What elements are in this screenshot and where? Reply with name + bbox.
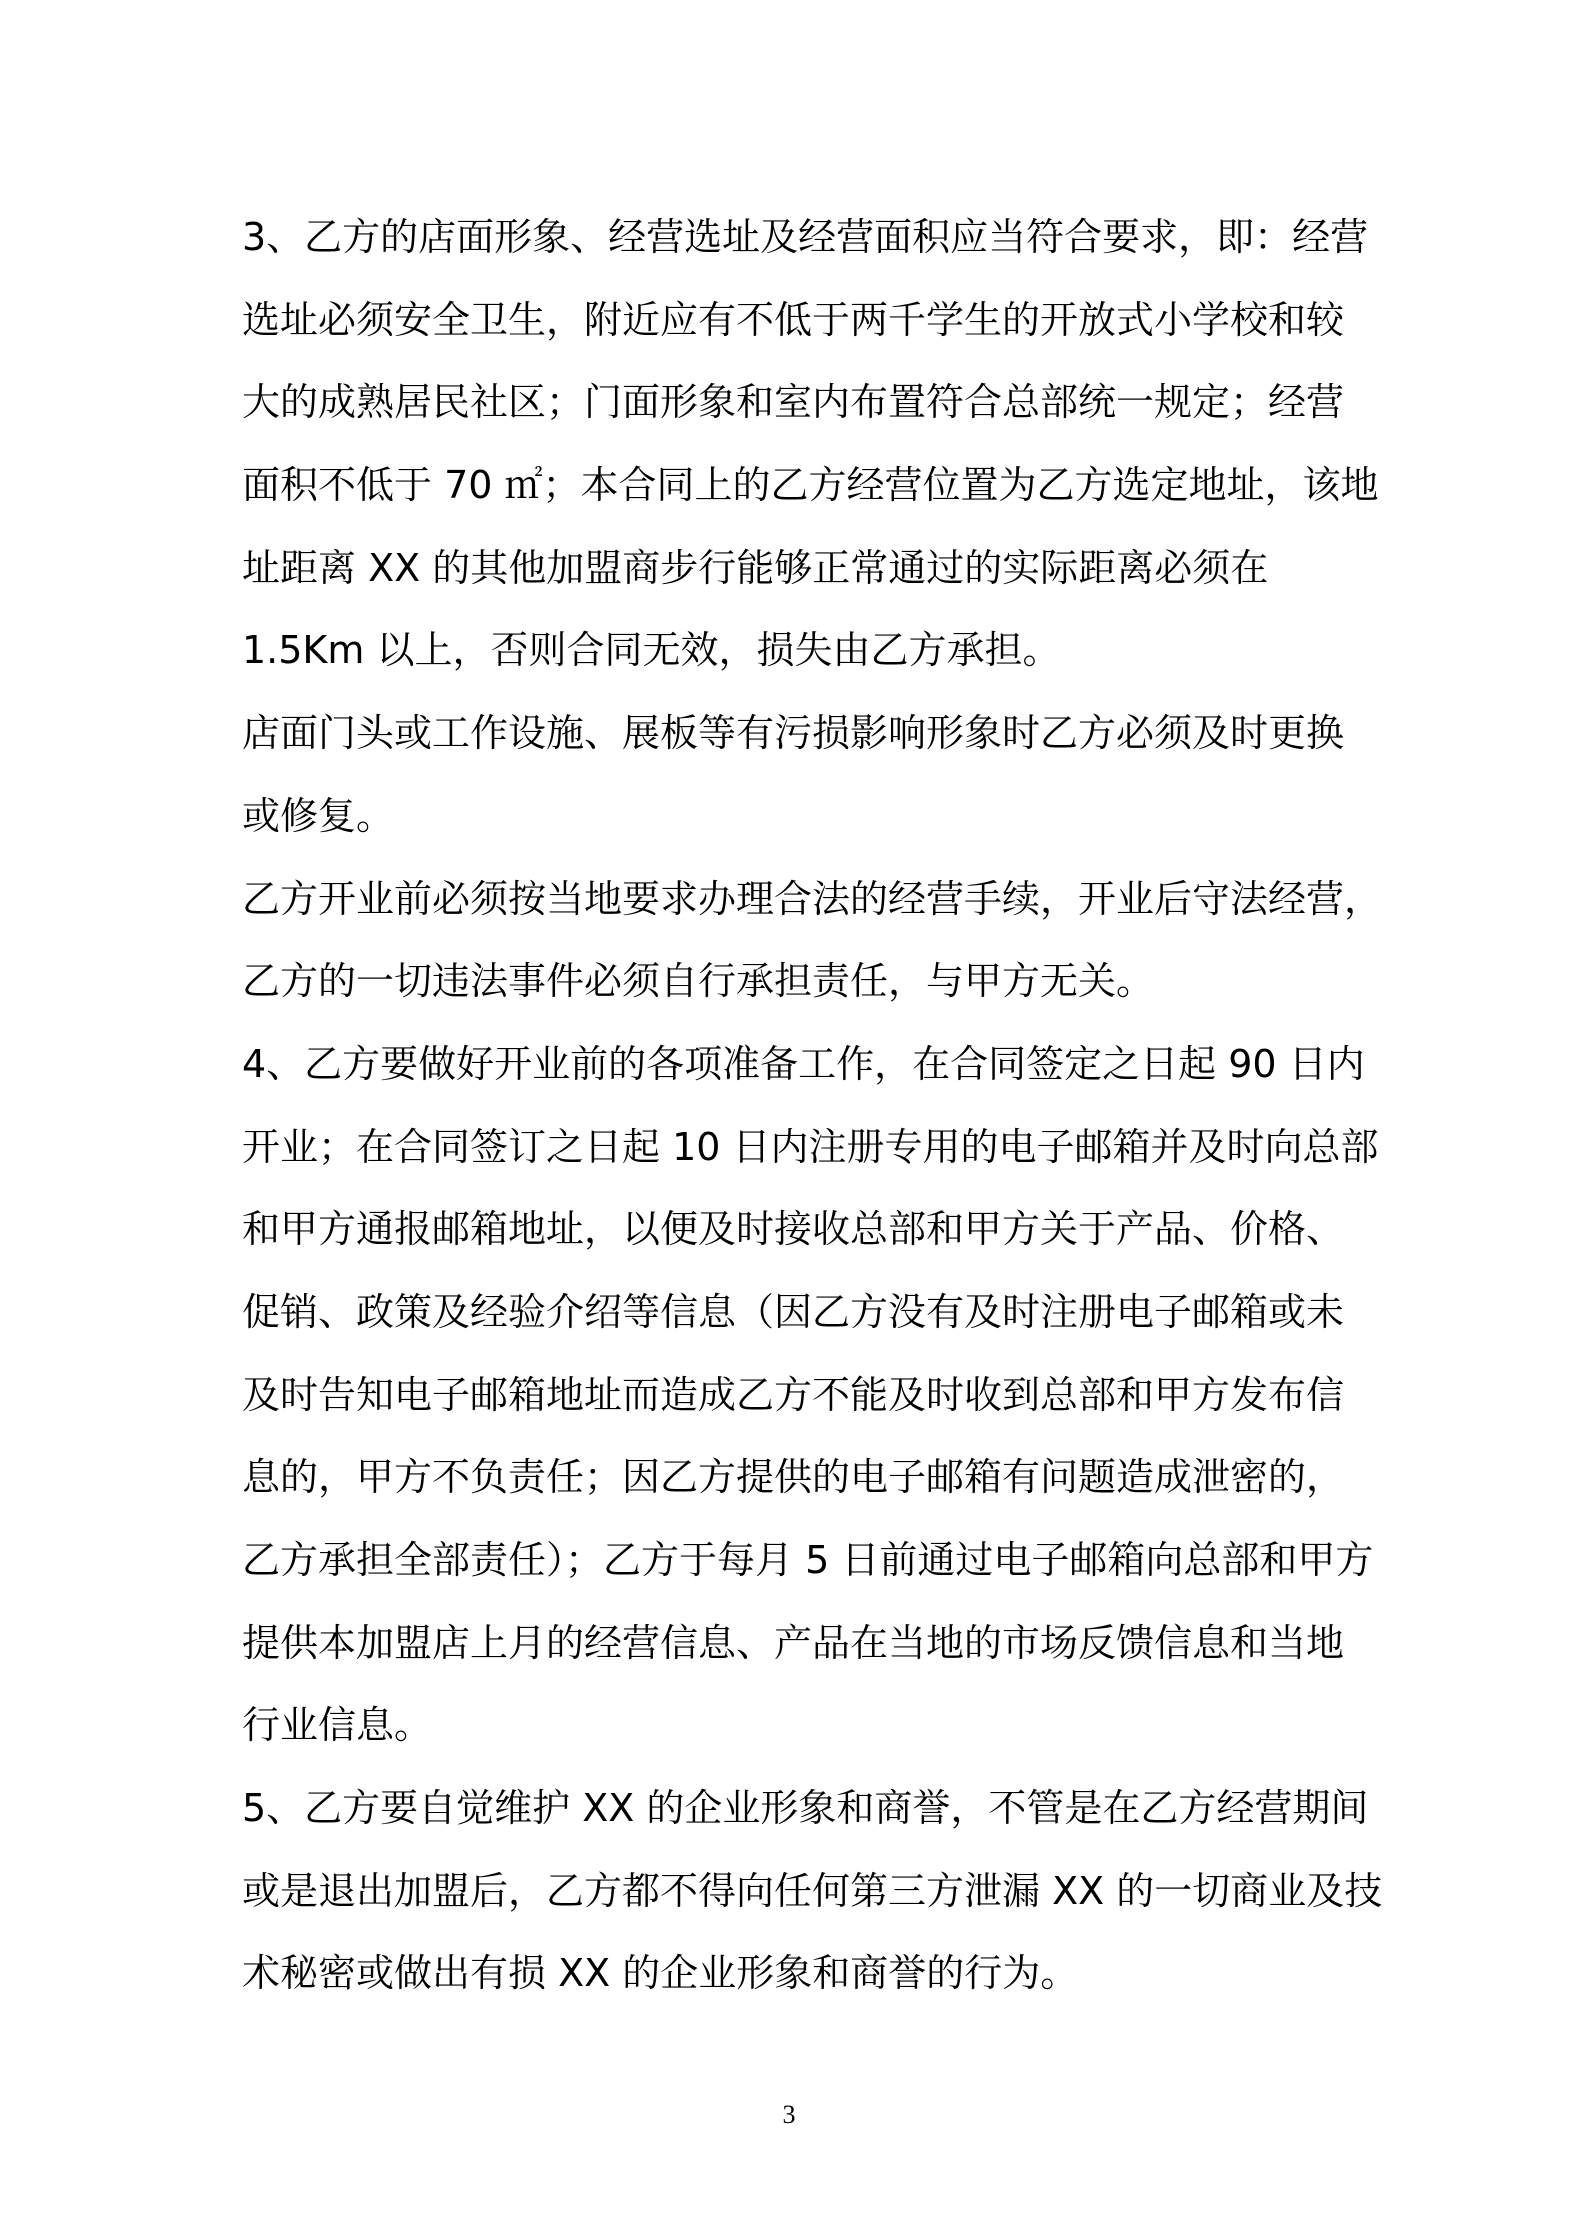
text-line: 及时告知电子邮箱地址而造成乙方不能及时收到总部和甲方发布信 <box>242 1372 1345 1417</box>
text-line: 面积不低于 70 ㎡；本合同上的乙方经营位置为乙方选定地址，该地 <box>242 463 1379 508</box>
document-body <box>242 196 1383 2015</box>
text-line: 乙方的一切违法事件必须自行承担责任，与甲方无关。 <box>242 959 1155 1004</box>
text-line: 5、乙方要自觉维护 XX 的企业形象和商誉，不管是在乙方经营期间 <box>242 1786 1369 1831</box>
text-line: 提供本加盟店上月的经营信息、产品在当地的市场反馈信息和当地 <box>242 1620 1345 1665</box>
text-line: 1.5Km 以上，否则合同无效，损失由乙方承担。 <box>242 628 1061 673</box>
text-line: 术秘密或做出有损 XX 的企业形象和商誉的行为。 <box>242 1951 1079 1996</box>
text-line: 和甲方通报邮箱地址，以便及时接收总部和甲方关于产品、价格、 <box>242 1207 1345 1252</box>
text-line: 促销、政策及经验介绍等信息（因乙方没有及时注册电子邮箱或未 <box>242 1289 1345 1334</box>
text-line: 大的成熟居民社区；门面形象和室内布置符合总部统一规定；经营 <box>242 380 1345 425</box>
text-line: 4、乙方要做好开业前的各项准备工作，在合同签定之日起 90 日内 <box>242 1041 1365 1086</box>
text-line: 3、乙方的店面形象、经营选址及经营面积应当符合要求，即：经营 <box>242 215 1369 259</box>
text-line: 息的，甲方不负责任；因乙方提供的电子邮箱有问题造成泄密的， <box>242 1455 1345 1500</box>
page-number: 3 <box>782 2100 796 2129</box>
text-line: 或是退出加盟后，乙方都不得向任何第三方泄漏 XX 的一切商业及技 <box>242 1868 1383 1913</box>
text-line: 乙方承担全部责任）；乙方于每月 5 日前通过电子邮箱向总部和甲方 <box>242 1538 1374 1582</box>
text-line: 址距离 XX 的其他加盟商步行能够正常通过的实际距离必须在 <box>242 545 1269 590</box>
text-line: 开业；在合同签订之日起 10 日内注册专用的电子邮箱并及时向总部 <box>242 1124 1379 1169</box>
text-line: 店面门头或工作设施、展板等有污损影响形象时乙方必须及时更换 <box>242 711 1345 756</box>
text-line: 乙方开业前必须按当地要求办理合法的经营手续，开业后守法经营， <box>242 876 1383 921</box>
text-line: 行业信息。 <box>242 1703 433 1748</box>
text-line: 选址必须安全卫生，附近应有不低于两千学生的开放式小学校和较 <box>242 297 1345 342</box>
text-line: 或修复。 <box>242 793 395 838</box>
